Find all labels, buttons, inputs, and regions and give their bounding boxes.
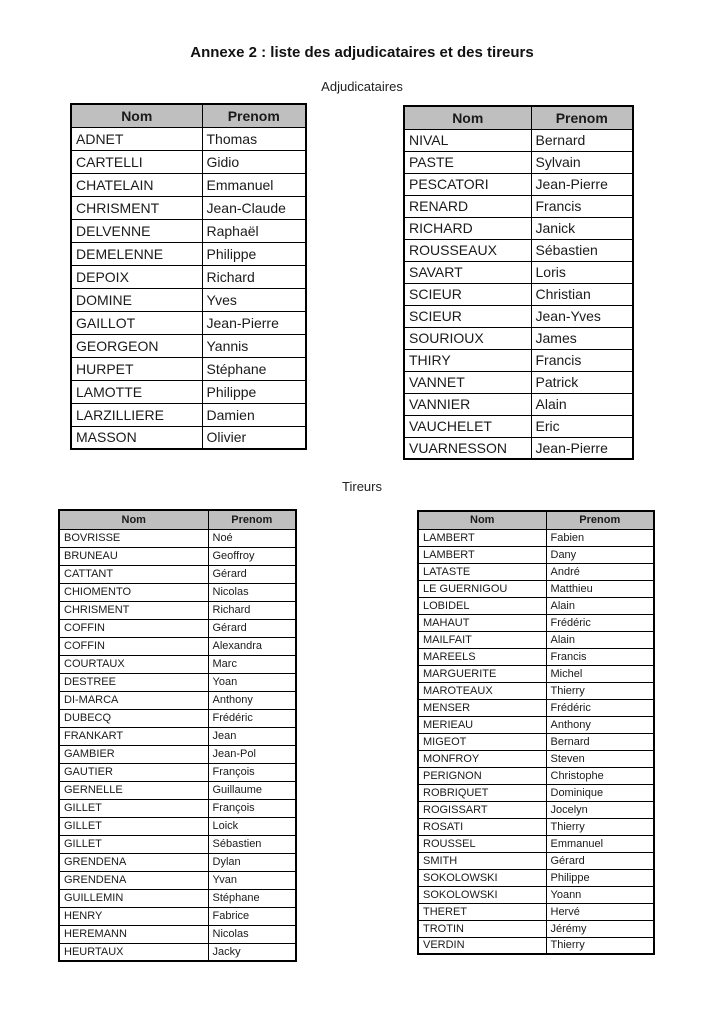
table-row [418, 801, 654, 818]
prenom-cell: Richard [208, 601, 296, 619]
prenom-cell: Gidio [202, 150, 306, 173]
table-row [418, 784, 654, 801]
nom-cell: ROUSSEAUX [404, 239, 531, 261]
prenom-cell: Francis [531, 195, 633, 217]
prenom-cell: Dominique [546, 784, 654, 801]
nom-cell: HENRY [59, 907, 208, 925]
prenom-cell: Gérard [546, 852, 654, 869]
prenom-cell: Alexandra [208, 637, 296, 655]
prenom-cell: Yoann [546, 886, 654, 903]
table-row [418, 869, 654, 886]
table-row [71, 219, 306, 242]
nom-cell: DELVENNE [71, 219, 202, 242]
nom-cell: MAHAUT [418, 614, 546, 631]
prenom-cell: Philippe [202, 380, 306, 403]
nom-cell: CHIOMENTO [59, 583, 208, 601]
prenom-cell: Alain [546, 597, 654, 614]
prenom-cell: Jean-Pol [208, 745, 296, 763]
prenom-cell: Jérémy [546, 920, 654, 937]
nom-cell: MAROTEAUX [418, 682, 546, 699]
prenom-cell: Christian [531, 283, 633, 305]
prenom-cell: Alain [546, 631, 654, 648]
prenom-cell: Dylan [208, 853, 296, 871]
nom-cell: VUARNESSON [404, 437, 531, 459]
prenom-cell: François [208, 763, 296, 781]
table-row [418, 767, 654, 784]
nom-cell: NIVAL [404, 129, 531, 151]
nom-cell: GAUTIER [59, 763, 208, 781]
prenom-cell: Anthony [208, 691, 296, 709]
nom-cell: CATTANT [59, 565, 208, 583]
table-row [59, 781, 296, 799]
prenom-cell: Christophe [546, 767, 654, 784]
table-row [71, 242, 306, 265]
prenom-cell: Frédéric [546, 614, 654, 631]
section-label-adjudicataires: Adjudicataires [321, 79, 403, 94]
table-row [59, 529, 296, 547]
prenom-column-header: Prenom [208, 510, 296, 529]
nom-column-header: Nom [404, 106, 531, 129]
prenom-cell: Stéphane [202, 357, 306, 380]
nom-cell: CHRISMENT [71, 196, 202, 219]
nom-cell: LOBIDEL [418, 597, 546, 614]
table-row [71, 380, 306, 403]
table-row [418, 563, 654, 580]
table-row [418, 716, 654, 733]
nom-cell: LAMBERT [418, 546, 546, 563]
nom-cell: DOMINE [71, 288, 202, 311]
nom-cell: FRANKART [59, 727, 208, 745]
table-row [59, 925, 296, 943]
table-row [418, 852, 654, 869]
table-row [418, 665, 654, 682]
nom-cell: RICHARD [404, 217, 531, 239]
nom-cell: GERNELLE [59, 781, 208, 799]
nom-cell: CARTELLI [71, 150, 202, 173]
prenom-cell: Jean-Pierre [202, 311, 306, 334]
nom-cell: GRENDENA [59, 853, 208, 871]
prenom-cell: Yannis [202, 334, 306, 357]
table-row [418, 682, 654, 699]
nom-cell: SCIEUR [404, 305, 531, 327]
prenom-cell: Jean [208, 727, 296, 745]
table-row [418, 886, 654, 903]
table-row [404, 349, 633, 371]
nom-cell: GILLET [59, 835, 208, 853]
table-row [71, 173, 306, 196]
prenom-cell: Patrick [531, 371, 633, 393]
table-row [404, 217, 633, 239]
table-row [59, 763, 296, 781]
prenom-cell: Michel [546, 665, 654, 682]
table-row [71, 127, 306, 150]
nom-cell: HURPET [71, 357, 202, 380]
nom-cell: GEORGEON [71, 334, 202, 357]
nom-cell: DEMELENNE [71, 242, 202, 265]
prenom-cell: Noé [208, 529, 296, 547]
nom-cell: ROUSSEL [418, 835, 546, 852]
table-row [418, 614, 654, 631]
table-row [418, 750, 654, 767]
nom-cell: HEURTAUX [59, 943, 208, 961]
prenom-cell: Olivier [202, 426, 306, 449]
nom-cell: COFFIN [59, 619, 208, 637]
nom-cell: ADNET [71, 127, 202, 150]
prenom-cell: Geoffroy [208, 547, 296, 565]
nom-cell: BRUNEAU [59, 547, 208, 565]
nom-cell: THIRY [404, 349, 531, 371]
nom-cell: GILLET [59, 817, 208, 835]
prenom-cell: Anthony [546, 716, 654, 733]
nom-cell: THERET [418, 903, 546, 920]
table-row [404, 151, 633, 173]
nom-cell: DESTREE [59, 673, 208, 691]
prenom-cell: Francis [546, 648, 654, 665]
table-row [404, 195, 633, 217]
prenom-cell: Thierry [546, 937, 654, 954]
table-row [59, 709, 296, 727]
table-row [59, 817, 296, 835]
prenom-cell: Guillaume [208, 781, 296, 799]
prenom-cell: Stéphane [208, 889, 296, 907]
prenom-cell: Sébastien [531, 239, 633, 261]
tireurs-table-right [417, 510, 655, 955]
nom-cell: GUILLEMIN [59, 889, 208, 907]
table-row [59, 655, 296, 673]
prenom-cell: Loris [531, 261, 633, 283]
table-row [418, 546, 654, 563]
prenom-cell: Thierry [546, 818, 654, 835]
prenom-cell: Frédéric [546, 699, 654, 716]
table-row [59, 691, 296, 709]
prenom-cell: Steven [546, 750, 654, 767]
nom-cell: VERDIN [418, 937, 546, 954]
prenom-cell: André [546, 563, 654, 580]
adjudicataires-table-left [70, 103, 307, 450]
table-row [418, 580, 654, 597]
prenom-cell: Emmanuel [202, 173, 306, 196]
table-row [71, 403, 306, 426]
table-row [59, 727, 296, 745]
nom-cell: VANNET [404, 371, 531, 393]
table-row [71, 334, 306, 357]
nom-cell: LE GUERNIGOU [418, 580, 546, 597]
prenom-cell: Jean-Pierre [531, 173, 633, 195]
prenom-cell: François [208, 799, 296, 817]
table-row [59, 889, 296, 907]
nom-cell: MARGUERITE [418, 665, 546, 682]
table-row [71, 150, 306, 173]
prenom-cell: Yoan [208, 673, 296, 691]
nom-cell: HEREMANN [59, 925, 208, 943]
table-row [404, 437, 633, 459]
nom-cell: VANNIER [404, 393, 531, 415]
table-row [59, 871, 296, 889]
nom-cell: DI-MARCA [59, 691, 208, 709]
table-header-row [404, 106, 633, 129]
table-row [59, 799, 296, 817]
table-row [404, 173, 633, 195]
nom-cell: BOVRISSE [59, 529, 208, 547]
prenom-cell: Nicolas [208, 925, 296, 943]
table-row [71, 426, 306, 449]
prenom-cell: Jean-Pierre [531, 437, 633, 459]
nom-cell: LATASTE [418, 563, 546, 580]
prenom-cell: Bernard [531, 129, 633, 151]
prenom-cell: Yvan [208, 871, 296, 889]
table-row [71, 357, 306, 380]
prenom-cell: Jacky [208, 943, 296, 961]
table-row [404, 393, 633, 415]
nom-cell: SMITH [418, 852, 546, 869]
prenom-cell: Marc [208, 655, 296, 673]
prenom-cell: Jean-Claude [202, 196, 306, 219]
table-row [404, 327, 633, 349]
table-header-row [71, 104, 306, 127]
table-row [418, 903, 654, 920]
table-row [418, 920, 654, 937]
table-row [418, 733, 654, 750]
nom-cell: SOKOLOWSKI [418, 886, 546, 903]
prenom-cell: Gérard [208, 565, 296, 583]
table-header-row [418, 511, 654, 529]
nom-cell: RENARD [404, 195, 531, 217]
nom-cell: GRENDENA [59, 871, 208, 889]
nom-cell: MONFROY [418, 750, 546, 767]
table-row [59, 745, 296, 763]
table-row [418, 699, 654, 716]
nom-cell: GAILLOT [71, 311, 202, 334]
prenom-column-header: Prenom [202, 104, 306, 127]
nom-cell: ROGISSART [418, 801, 546, 818]
nom-cell: TROTIN [418, 920, 546, 937]
nom-cell: COURTAUX [59, 655, 208, 673]
table-header-row [59, 510, 296, 529]
prenom-cell: Jean-Yves [531, 305, 633, 327]
prenom-cell: Eric [531, 415, 633, 437]
nom-cell: VAUCHELET [404, 415, 531, 437]
table-row [71, 311, 306, 334]
table-row [418, 597, 654, 614]
table-row [418, 648, 654, 665]
table-row [404, 261, 633, 283]
nom-cell: GILLET [59, 799, 208, 817]
table-row [404, 415, 633, 437]
nom-column-header: Nom [418, 511, 546, 529]
prenom-cell: Sébastien [208, 835, 296, 853]
prenom-cell: Yves [202, 288, 306, 311]
prenom-cell: Jocelyn [546, 801, 654, 818]
nom-cell: MASSON [71, 426, 202, 449]
nom-cell: PASTE [404, 151, 531, 173]
nom-cell: SCIEUR [404, 283, 531, 305]
nom-cell: DEPOIX [71, 265, 202, 288]
nom-cell: LAMOTTE [71, 380, 202, 403]
nom-cell: CHATELAIN [71, 173, 202, 196]
nom-cell: MERIEAU [418, 716, 546, 733]
prenom-cell: Dany [546, 546, 654, 563]
table-row [71, 196, 306, 219]
table-row [71, 265, 306, 288]
table-row [404, 283, 633, 305]
prenom-cell: Matthieu [546, 580, 654, 597]
table-row [59, 943, 296, 961]
nom-cell: SOKOLOWSKI [418, 869, 546, 886]
table-row [404, 371, 633, 393]
prenom-cell: Fabrice [208, 907, 296, 925]
nom-cell: LARZILLIERE [71, 403, 202, 426]
prenom-cell: Philippe [546, 869, 654, 886]
nom-cell: MENSER [418, 699, 546, 716]
nom-column-header: Nom [71, 104, 202, 127]
nom-cell: COFFIN [59, 637, 208, 655]
prenom-cell: Hervé [546, 903, 654, 920]
nom-cell: MAREELS [418, 648, 546, 665]
table-row [418, 937, 654, 954]
table-row [59, 583, 296, 601]
nom-cell: ROBRIQUET [418, 784, 546, 801]
prenom-cell: Francis [531, 349, 633, 371]
table-row [404, 129, 633, 151]
table-row [404, 305, 633, 327]
nom-cell: SOURIOUX [404, 327, 531, 349]
prenom-cell: Thierry [546, 682, 654, 699]
section-label-tireurs: Tireurs [342, 479, 382, 494]
nom-cell: PERIGNON [418, 767, 546, 784]
prenom-cell: Bernard [546, 733, 654, 750]
nom-cell: GAMBIER [59, 745, 208, 763]
prenom-column-header: Prenom [546, 511, 654, 529]
nom-cell: LAMBERT [418, 529, 546, 546]
prenom-cell: Philippe [202, 242, 306, 265]
nom-cell: ROSATI [418, 818, 546, 835]
prenom-cell: Emmanuel [546, 835, 654, 852]
prenom-cell: Raphaël [202, 219, 306, 242]
table-row [59, 853, 296, 871]
prenom-cell: Richard [202, 265, 306, 288]
prenom-cell: Janick [531, 217, 633, 239]
table-row [59, 547, 296, 565]
table-row [59, 673, 296, 691]
table-row [59, 637, 296, 655]
prenom-cell: Thomas [202, 127, 306, 150]
adjudicataires-table-right [403, 105, 634, 460]
nom-cell: CHRISMENT [59, 601, 208, 619]
table-row [404, 239, 633, 261]
table-row [59, 619, 296, 637]
table-row [59, 565, 296, 583]
prenom-cell: Nicolas [208, 583, 296, 601]
table-row [71, 288, 306, 311]
nom-cell: MAILFAIT [418, 631, 546, 648]
prenom-cell: Fabien [546, 529, 654, 546]
prenom-cell: Frédéric [208, 709, 296, 727]
nom-cell: DUBECQ [59, 709, 208, 727]
table-row [418, 529, 654, 546]
table-row [418, 835, 654, 852]
nom-cell: SAVART [404, 261, 531, 283]
table-row [418, 631, 654, 648]
table-row [59, 835, 296, 853]
prenom-cell: Damien [202, 403, 306, 426]
table-row [59, 601, 296, 619]
prenom-cell: Alain [531, 393, 633, 415]
nom-column-header: Nom [59, 510, 208, 529]
nom-cell: PESCATORI [404, 173, 531, 195]
nom-cell: MIGEOT [418, 733, 546, 750]
prenom-cell: James [531, 327, 633, 349]
prenom-cell: Loick [208, 817, 296, 835]
table-row [418, 818, 654, 835]
tireurs-table-left [58, 509, 297, 962]
table-row [59, 907, 296, 925]
prenom-cell: Gérard [208, 619, 296, 637]
prenom-cell: Sylvain [531, 151, 633, 173]
prenom-column-header: Prenom [531, 106, 633, 129]
page-title: Annexe 2 : liste des adjudicataires et des tireurs [190, 44, 534, 61]
